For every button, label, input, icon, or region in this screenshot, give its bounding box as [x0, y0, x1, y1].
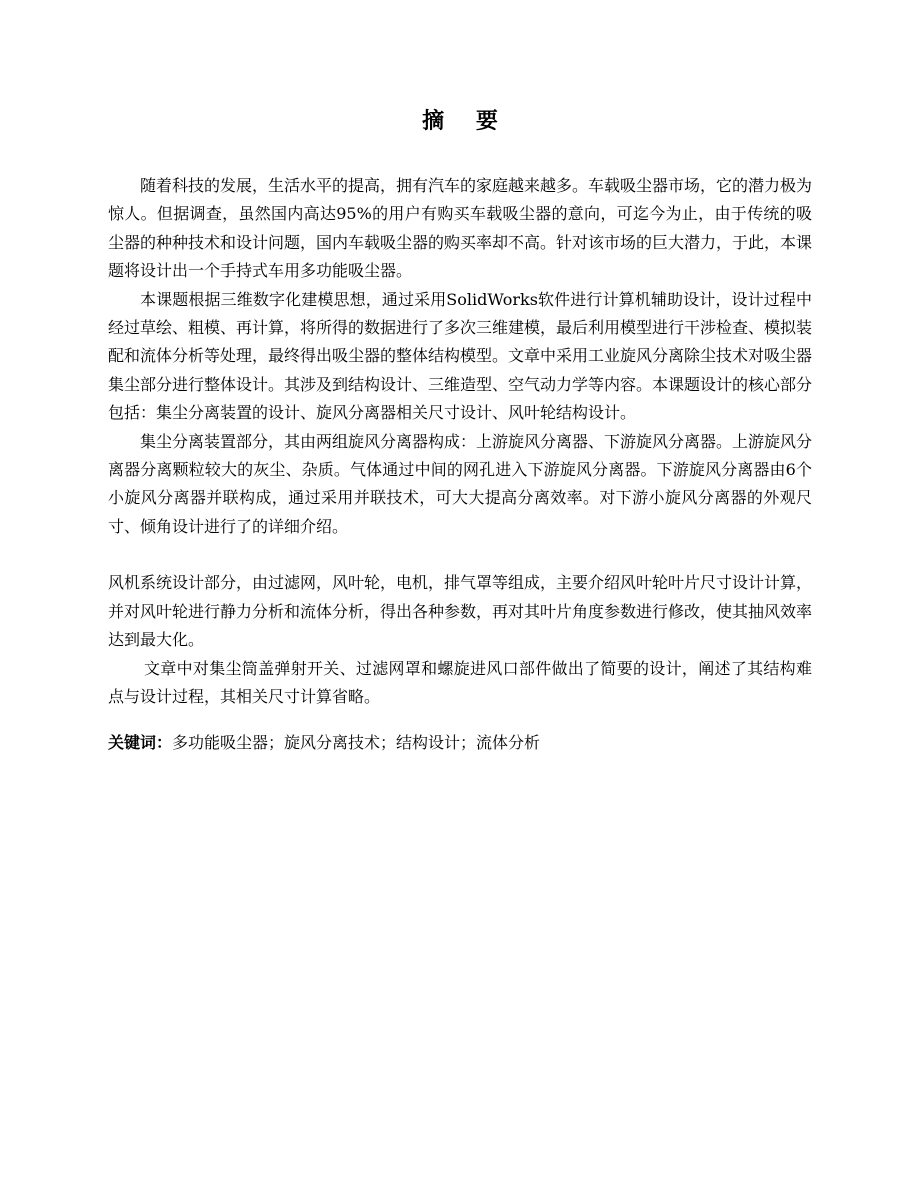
abstract-paragraph-2: 本课题根据三维数字化建模思想，通过采用SolidWorks软件进行计算机辅助设计，设计过程中经过草绘、粗模、再计算，将所得的数据进行了多次三维建模，最后利用模型进行干涉检查、模拟装配和流体分析等处理，最终得出吸尘器的整体结构模型。文章中采用工业旋风分离除尘技术对吸尘器集尘部分进行整体设计。其涉及到结构设计、三维造型、空气动力学等内容。本课题设计的核心部分包括：集尘分离装置的设计、旋风分离器相关尺寸设计、风叶轮结构设计。	[108, 289, 813, 423]
abstract-paragraph-1: 随着科技的发展，生活水平的提高，拥有汽车的家庭越来越多。车载吸尘器市场，它的潜力极为惊人。但据调查，虽然国内高达95%的用户有购买车载吸尘器的意向，可迄今为止，由于传统的吸尘器的种种技术和设计问题，国内车载吸尘器的购买率却不高。针对该市场的巨大潜力，于此，本课题将设计出一个手持式车用多功能吸尘器。	[108, 176, 813, 281]
abstract-paragraph-4: 风机系统设计部分，由过滤网，风叶轮，电机，排气罩等组成，主要介绍风叶轮叶片尺寸设计计算，并对风叶轮进行静力分析和流体分析，得出各种参数，再对其叶片角度参数进行修改，使其抽风效率达到最大化。	[108, 573, 813, 650]
page-title: 摘 要	[422, 109, 510, 134]
abstract-body	[108, 172, 812, 757]
abstract-paragraph-5: 文章中对集尘筒盖弹射开关、过滤网罩和螺旋进风口部件做出了简要的设计，阐述了其结构难点与设计过程，其相关尺寸计算省略。	[108, 658, 812, 706]
keywords-label: 关键词：	[108, 733, 173, 753]
paragraph-gap	[108, 541, 812, 569]
abstract-paragraph-3: 集尘分离装置部分，其由两组旋风分离器构成：上游旋风分离器、下游旋风分离器。上游旋风分离器分离颗粒较大的灰尘、杂质。气体通过中间的网孔进入下游旋风分离器。下游旋风分离器由6个小旋风分离器并联构成，通过采用并联技术，可大大提高分离效率。对下游小旋风分离器的外观尺寸、倾角设计进行了的详细介绍。	[108, 431, 813, 536]
keywords-text: 多功能吸尘器；旋风分离技术；结构设计；流体分析	[172, 733, 541, 753]
keywords-line	[108, 729, 812, 757]
